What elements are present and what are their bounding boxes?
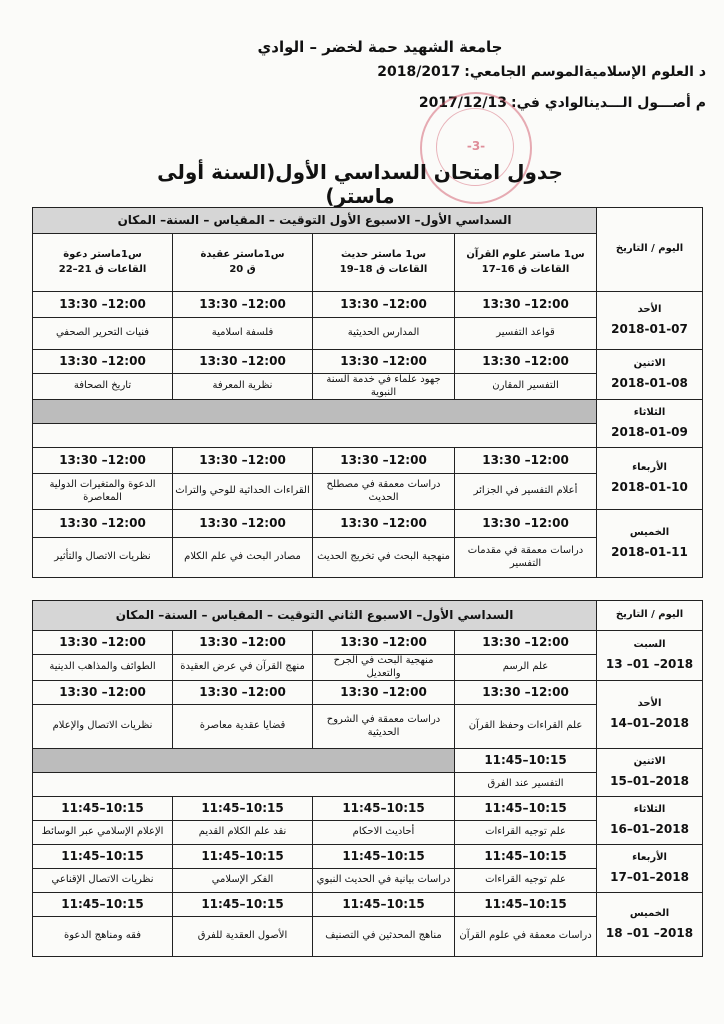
column-header-dawa: س1ماستر دعوة القاعات ق 21–22 xyxy=(33,234,173,292)
time-cell: 12:00– 13:30 xyxy=(455,681,597,705)
time-cell: 12:00– 13:30 xyxy=(173,350,313,374)
subject-cell: علم الرسم xyxy=(455,655,597,681)
place-date-label: الوادي في: xyxy=(510,95,589,111)
season-label: الموسم الجامعي: xyxy=(464,64,584,80)
subject-cell: نظريات الاتصال والإعلام xyxy=(33,705,173,749)
subject-cell: علم توجيه القراءات xyxy=(455,869,597,893)
empty-day-cell xyxy=(33,424,597,448)
time-cell: 12:00– 13:30 xyxy=(455,631,597,655)
section-label: م أصـــول الـــدين xyxy=(588,95,706,111)
day-cell: الاثنين 2018-01-08 xyxy=(597,350,703,400)
subject-cell: قضايا عقدية معاصرة xyxy=(173,705,313,749)
subject-cell: نظريات الاتصال الإقناعي xyxy=(33,869,173,893)
table-row xyxy=(33,845,703,869)
day-cell: الاثنين 2018–01–15 xyxy=(597,749,703,797)
table-row xyxy=(33,510,703,538)
subject-cell: دراسات معمقة في الشروح الحديثية xyxy=(313,705,455,749)
week1-banner-row xyxy=(33,208,703,234)
day-cell: السبت 2018– 01– 13 xyxy=(597,631,703,681)
day-cell: الأحد 2018-01-07 xyxy=(597,292,703,350)
issue-date: 2017/12/13 xyxy=(418,95,507,111)
time-cell: 10:15–11:45 xyxy=(173,893,313,917)
university-name: جامعة الشهيد حمة لخضر – الوادي xyxy=(257,38,503,56)
time-cell: 10:15–11:45 xyxy=(313,893,455,917)
time-cell: 12:00– 13:30 xyxy=(33,292,173,318)
subject-cell: الأصول العقدية للفرق xyxy=(173,917,313,957)
time-cell: 10:15–11:45 xyxy=(173,845,313,869)
time-cell: 10:15–11:45 xyxy=(33,797,173,821)
table-row xyxy=(33,350,703,374)
subject-cell: منهجية البحث في تخريج الحديث xyxy=(313,538,455,578)
time-cell: 12:00– 13:30 xyxy=(455,448,597,474)
subject-cell: فنيات التحرير الصحفي xyxy=(33,318,173,350)
time-cell: 12:00– 13:30 xyxy=(33,681,173,705)
time-cell: 12:00– 13:30 xyxy=(313,510,455,538)
subject-cell: منهج القرآن في عرض العقيدة xyxy=(173,655,313,681)
column-header-quran: س1 ماستر علوم القرآن القاعات ق 16–17 xyxy=(455,234,597,292)
subject-cell: فلسفة اسلامية xyxy=(173,318,313,350)
empty-day-cell xyxy=(33,400,597,424)
subject-cell: تاريخ الصحافة xyxy=(33,374,173,400)
table-row xyxy=(33,893,703,917)
time-cell: 10:15–11:45 xyxy=(33,893,173,917)
subject-cell: دراسات معمقة في علوم القرآن xyxy=(455,917,597,957)
day-date-header: اليوم / التاريخ xyxy=(597,208,703,292)
day-cell: الخميس 2018– 01– 18 xyxy=(597,893,703,957)
week2-schedule-table xyxy=(32,600,703,957)
table-row xyxy=(33,448,703,474)
subject-cell: أحاديث الاحكام xyxy=(313,821,455,845)
time-cell: 10:15–11:45 xyxy=(33,845,173,869)
day-cell: الأحد 2018–01–14 xyxy=(597,681,703,749)
subject-cell: دراسات معمقة في مقدمات التفسير xyxy=(455,538,597,578)
time-cell: 12:00– 13:30 xyxy=(455,510,597,538)
week2-banner-row xyxy=(33,601,703,631)
season-line xyxy=(373,64,706,80)
subject-cell: منهجية البحث في الجرح والتعديل xyxy=(313,655,455,681)
time-cell: 12:00– 13:30 xyxy=(173,448,313,474)
subject-cell: علم توجيه القراءات xyxy=(455,821,597,845)
time-cell: 12:00– 13:30 xyxy=(173,292,313,318)
subject-cell: نقد علم الكلام القديم xyxy=(173,821,313,845)
subject-cell: الإعلام الإسلامي عبر الوسائط xyxy=(33,821,173,845)
time-cell: 10:15–11:45 xyxy=(313,845,455,869)
week2-banner: السداسي الأول– الاسبوع الثاني التوقيت – المقياس – السنة– المكان xyxy=(33,601,597,631)
time-cell: 12:00– 13:30 xyxy=(455,292,597,318)
column-header-hadith: س1 ماستر حديث القاعات ق 18–19 xyxy=(313,234,455,292)
subject-cell: فقه ومناهج الدعوة xyxy=(33,917,173,957)
day-cell: الثلاثاء 2018-01-09 xyxy=(597,400,703,448)
day-cell: الثلاثاء 2018–01–16 xyxy=(597,797,703,845)
time-cell: 12:00– 13:30 xyxy=(33,350,173,374)
table-row xyxy=(33,797,703,821)
week1-schedule-table xyxy=(32,207,703,578)
time-cell: 12:00– 13:30 xyxy=(173,510,313,538)
time-cell: 12:00– 13:30 xyxy=(33,631,173,655)
empty-cell xyxy=(33,773,455,797)
table-row xyxy=(33,400,703,424)
day-cell: الأربعاء 2018-01-10 xyxy=(597,448,703,510)
day-cell: الخميس 2018-01-11 xyxy=(597,510,703,578)
table-row xyxy=(33,749,703,773)
subject-cell: مناهج المحدثين في التصنيف xyxy=(313,917,455,957)
time-cell: 12:00– 13:30 xyxy=(33,510,173,538)
time-cell: 10:15–11:45 xyxy=(173,797,313,821)
stamp-number: -3- xyxy=(466,139,486,153)
subject-cell: التفسير المقارن xyxy=(455,374,597,400)
subject-cell: الدعوة والمتغيرات الدولية المعاصرة xyxy=(33,474,173,510)
time-cell: 12:00– 13:30 xyxy=(313,681,455,705)
time-cell: 12:00– 13:30 xyxy=(313,631,455,655)
subject-cell: دراسات بيانية في الحديث النبوي xyxy=(313,869,455,893)
day-date-header: اليوم / التاريخ xyxy=(597,601,703,631)
subject-cell: التفسير عند الفرق xyxy=(455,773,597,797)
time-cell: 10:15–11:45 xyxy=(313,797,455,821)
subject-cell: علم القراءات وحفظ القرآن xyxy=(455,705,597,749)
empty-cell xyxy=(33,749,455,773)
table-row xyxy=(33,681,703,705)
subject-cell: مصادر البحث في علم الكلام xyxy=(173,538,313,578)
time-cell: 12:00– 13:30 xyxy=(313,292,455,318)
time-cell: 12:00– 13:30 xyxy=(455,350,597,374)
season-value: 2018/2017 xyxy=(377,64,461,80)
time-cell: 12:00– 13:30 xyxy=(173,681,313,705)
time-cell: 12:00– 13:30 xyxy=(33,448,173,474)
time-cell: 10:15–11:45 xyxy=(455,797,597,821)
subject-cell: نظرية المعرفة xyxy=(173,374,313,400)
department-label: د العلوم الإسلامية xyxy=(583,64,706,80)
subject-cell: أعلام التفسير في الجزائر xyxy=(455,474,597,510)
time-cell: 12:00– 13:30 xyxy=(173,631,313,655)
time-cell: 10:15–11:45 xyxy=(455,845,597,869)
table-row xyxy=(33,292,703,318)
page-title: جدول امتحان السداسي الأول(السنة أولى ماستر) xyxy=(157,160,563,208)
subject-cell: القراءات الحداثية للوحي والتراث xyxy=(173,474,313,510)
subject-cell: الفكر الإسلامي xyxy=(173,869,313,893)
column-header-aqida: س1ماستر عقيدة ق 20 xyxy=(173,234,313,292)
subject-cell: نظريات الاتصال والتأثير xyxy=(33,538,173,578)
subject-cell: دراسات معمقة في مصطلح الحديث xyxy=(313,474,455,510)
time-cell: 12:00– 13:30 xyxy=(313,350,455,374)
subject-cell: قواعد التفسير xyxy=(455,318,597,350)
week1-banner: السداسي الأول– الاسبوع الأول التوقيت – المقياس – السنة– المكان xyxy=(33,208,597,234)
time-cell: 12:00– 13:30 xyxy=(313,448,455,474)
time-cell: 10:15–11:45 xyxy=(455,893,597,917)
day-cell: الأربعاء 2018–01–17 xyxy=(597,845,703,893)
subject-cell: الطوائف والمذاهب الدينية xyxy=(33,655,173,681)
time-cell: 10:15–11:45 xyxy=(455,749,597,773)
table-row xyxy=(33,631,703,655)
subject-cell: جهود علماء في خدمة السنة النبوية xyxy=(313,374,455,400)
subject-cell: المدارس الحديثية xyxy=(313,318,455,350)
